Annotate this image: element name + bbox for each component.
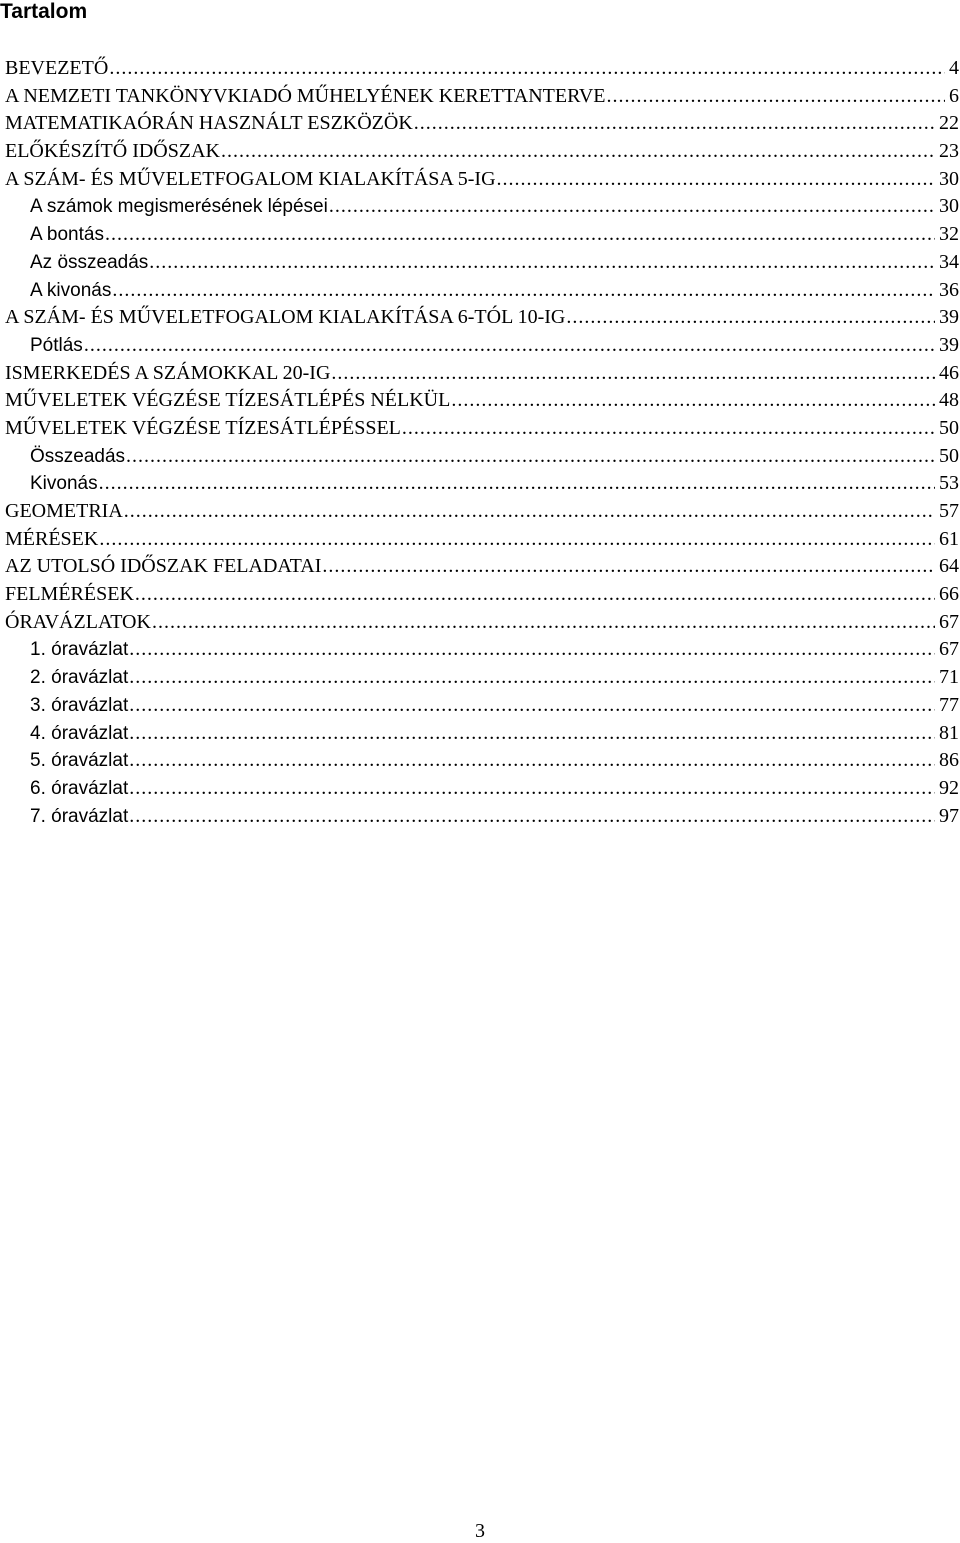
toc-entry-page: 92 <box>939 776 959 799</box>
toc-entry-title: A SZÁM- ÉS MŰVELETFOGALOM KIALAKÍTÁSA 6-TÓL 10-IG <box>5 306 566 329</box>
toc-entry-page: 36 <box>939 278 959 301</box>
toc-dot-leader <box>129 664 935 692</box>
toc-dot-leader <box>135 581 935 609</box>
toc-entry-title: ELŐKÉSZÍTŐ IDŐSZAK <box>5 140 220 163</box>
toc-entry-page: 48 <box>939 389 959 412</box>
toc-dot-leader <box>451 387 935 415</box>
toc-entry[interactable] <box>5 609 959 637</box>
toc-entry-page: 6 <box>949 84 959 107</box>
toc-entry[interactable] <box>5 664 959 692</box>
toc-dot-leader <box>149 249 935 277</box>
toc-entry-title: 5. óravázlat <box>30 750 129 772</box>
toc-dot-leader <box>84 332 935 360</box>
toc-dot-leader <box>329 193 935 221</box>
toc-entry[interactable] <box>5 304 959 332</box>
toc-entry-title: FELMÉRÉSEK <box>5 583 134 606</box>
toc-entry[interactable] <box>5 803 959 831</box>
toc-entry[interactable] <box>5 692 959 720</box>
toc-entry-page: 39 <box>939 333 959 356</box>
toc-entry-page: 71 <box>939 666 959 689</box>
toc-entry-title: ISMERKEDÉS A SZÁMOKKAL 20-IG <box>5 361 331 384</box>
toc-entry[interactable] <box>5 415 959 443</box>
toc-entry-page: 61 <box>939 527 959 550</box>
toc-entry[interactable] <box>5 360 959 388</box>
toc-entry-title: Kivonás <box>30 473 98 495</box>
toc-dot-leader <box>129 775 935 803</box>
toc-entry[interactable] <box>5 221 959 249</box>
toc-dot-leader <box>607 83 945 111</box>
toc-entry-page: 53 <box>939 472 959 495</box>
toc-entry-title: ÓRAVÁZLATOK <box>5 610 151 633</box>
toc-dot-leader <box>99 470 935 498</box>
toc-entry-title: MÉRÉSEK <box>5 527 99 550</box>
toc-dot-leader <box>129 636 935 664</box>
page-number: 3 <box>475 1520 485 1542</box>
toc-entry-title: A bontás <box>30 224 104 246</box>
toc-entry-page: 97 <box>939 804 959 827</box>
toc-dot-leader <box>129 747 935 775</box>
toc-dot-leader <box>566 304 935 332</box>
toc-entry[interactable] <box>5 193 959 221</box>
toc-entry-title: 1. óravázlat <box>30 639 129 661</box>
toc-dot-leader <box>402 415 935 443</box>
toc-entry-page: 4 <box>949 57 959 79</box>
toc-entry[interactable] <box>5 138 959 166</box>
toc-entry-title: Pótlás <box>30 334 83 356</box>
toc-entry-title: Az összeadás <box>30 251 149 273</box>
toc-entry-page: 81 <box>939 721 959 744</box>
toc-entry[interactable] <box>5 443 959 471</box>
toc-entry-page: 30 <box>939 195 959 218</box>
toc-entry-page: 66 <box>939 583 959 606</box>
toc-entry-page: 64 <box>939 555 959 578</box>
toc-heading: Tartalom <box>0 0 88 23</box>
toc-entry[interactable] <box>5 166 959 194</box>
toc-entry-title: BEVEZETŐ <box>5 57 109 79</box>
toc-entry[interactable] <box>5 83 959 111</box>
toc-dot-leader <box>497 166 935 194</box>
toc-entry-page: 77 <box>939 693 959 716</box>
toc-entry[interactable] <box>5 775 959 803</box>
toc-entry[interactable] <box>5 747 959 775</box>
toc-dot-leader <box>129 720 935 748</box>
toc-entry-title: MŰVELETEK VÉGZÉSE TÍZESÁTLÉPÉS NÉLKÜL <box>5 389 451 412</box>
toc-entry-title: 2. óravázlat <box>30 667 129 689</box>
toc-entry-title: A számok megismerésének lépései <box>30 196 328 218</box>
toc-entry-title: A NEMZETI TANKÖNYVKIADÓ MŰHELYÉNEK KERETTANTERVE <box>5 84 606 107</box>
toc-entry-title: 3. óravázlat <box>30 694 129 716</box>
toc-dot-leader <box>322 553 935 581</box>
toc-entry[interactable] <box>5 55 959 83</box>
toc-entry-title: MATEMATIKAÓRÁN HASZNÁLT ESZKÖZÖK <box>5 112 413 135</box>
toc-entry-page: 32 <box>939 223 959 246</box>
toc-entry-page: 57 <box>939 500 959 522</box>
toc-entry-page: 22 <box>939 112 959 135</box>
toc-entry-page: 39 <box>939 306 959 329</box>
toc-entry-page: 50 <box>939 416 959 439</box>
toc-entry[interactable] <box>5 249 959 277</box>
toc-entry-title: 4. óravázlat <box>30 722 129 744</box>
toc-entry[interactable] <box>5 636 959 664</box>
toc-entry[interactable] <box>5 526 959 554</box>
toc-entry[interactable] <box>5 581 959 609</box>
toc-entry-page: 67 <box>939 638 959 661</box>
toc-dot-leader <box>152 609 935 637</box>
toc-entry-page: 50 <box>939 444 959 467</box>
toc-entry[interactable] <box>5 720 959 748</box>
toc-entry-title: A SZÁM- ÉS MŰVELETFOGALOM KIALAKÍTÁSA 5-IG <box>5 167 496 190</box>
toc-entry-title: MŰVELETEK VÉGZÉSE TÍZESÁTLÉPÉSSEL <box>5 416 401 439</box>
toc-entry-title: Összeadás <box>30 445 126 467</box>
toc-dot-leader <box>112 277 935 305</box>
toc-entry-title: 7. óravázlat <box>30 805 129 827</box>
toc-dot-leader <box>129 692 935 720</box>
toc-entry-page: 86 <box>939 749 959 772</box>
toc-dot-leader <box>126 443 935 471</box>
toc-dot-leader <box>221 138 935 166</box>
table-of-contents <box>5 55 959 830</box>
toc-entry-page: 30 <box>939 167 959 190</box>
toc-entry-title: A kivonás <box>30 279 112 301</box>
toc-entry-title: 6. óravázlat <box>30 777 129 799</box>
toc-entry-page: 46 <box>939 361 959 384</box>
toc-entry[interactable] <box>5 387 959 415</box>
toc-entry[interactable] <box>5 498 959 526</box>
toc-dot-leader <box>105 221 935 249</box>
toc-entry[interactable] <box>5 110 959 138</box>
toc-entry-page: 23 <box>939 140 959 163</box>
toc-entry[interactable] <box>5 553 959 581</box>
toc-dot-leader <box>109 55 945 83</box>
toc-dot-leader <box>124 498 935 526</box>
toc-dot-leader <box>331 360 935 388</box>
toc-dot-leader <box>99 526 935 554</box>
toc-entry-title: AZ UTOLSÓ IDŐSZAK FELADATAI <box>5 555 322 578</box>
toc-entry-page: 67 <box>939 610 959 633</box>
toc-dot-leader <box>414 110 935 138</box>
toc-dot-leader <box>129 803 935 831</box>
toc-entry[interactable] <box>5 470 959 498</box>
toc-entry-page: 34 <box>939 250 959 273</box>
toc-entry[interactable] <box>5 332 959 360</box>
toc-entry-title: GEOMETRIA <box>5 500 123 522</box>
toc-entry[interactable] <box>5 277 959 305</box>
